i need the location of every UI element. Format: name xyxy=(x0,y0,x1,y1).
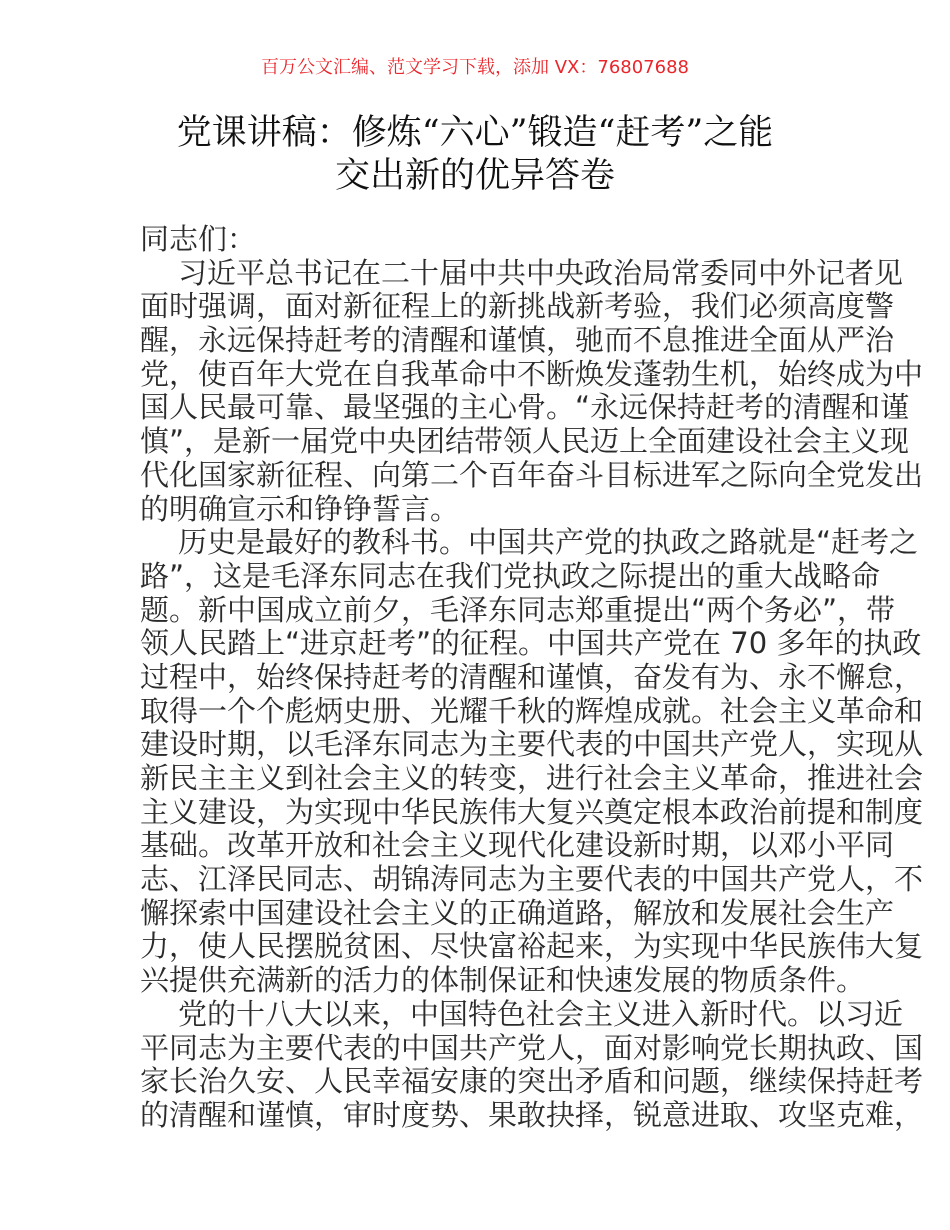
paragraph-line: 志、江泽民同志、胡锦涛同志为主要代表的中国共产党人，不 xyxy=(140,862,924,897)
paragraph-line: 取得一个个彪炳史册、光耀千秋的辉煌成就。社会主义革命和 xyxy=(140,693,924,728)
paragraph xyxy=(140,255,924,527)
paragraph-line: 历史是最好的教科书。中国共产党的执政之路就是“赶考之 xyxy=(178,525,919,560)
paragraph-line: 题。新中国成立前夕，毛泽东同志郑重提出“两个务必”，带 xyxy=(140,592,896,627)
paragraph-line: 慎”，是新一届党中央团结带领人民迈上全面建设社会主义现 xyxy=(140,424,910,459)
paragraph-line: 力，使人民摆脱贫困、尽快富裕起来，为实现中华民族伟大复 xyxy=(140,929,924,964)
paragraph-line: 党，使百年大党在自我革命中不断焕发蓬勃生机，始终成为中 xyxy=(140,356,924,391)
paragraph-line: 习近平总书记在二十届中共中央政治局常委同中外记者见 xyxy=(178,255,904,290)
paragraph xyxy=(140,525,924,998)
paragraph-line: 建设时期，以毛泽东同志为主要代表的中国共产党人，实现从 xyxy=(140,727,924,762)
document-body xyxy=(140,222,924,1133)
paragraph-line: 醒，永远保持赶考的清醒和谨慎，驰而不息推进全面从严治 xyxy=(140,323,895,358)
paragraph-line: 国人民最可靠、最坚强的主心骨。“永远保持赶考的清醒和谨 xyxy=(140,390,910,425)
paragraph-line: 基础。改革开放和社会主义现代化建设新时期，以邓小平同 xyxy=(140,828,895,863)
paragraph-line: 面时强调，面对新征程上的新挑战新考验，我们必须高度警 xyxy=(140,289,895,324)
paragraph-line: 的清醒和谨慎，审时度势、果敢抉择，锐意进取、攻坚克难， xyxy=(140,1097,924,1132)
watermark-header: 百万公文汇编、范文学习下载，添加 VX：76807688 xyxy=(261,57,689,78)
document-title xyxy=(0,112,950,198)
title-line-2: 交出新的优异答卷 xyxy=(334,156,615,196)
paragraph-line: 的明确宣示和铮铮誓言。 xyxy=(140,491,460,526)
paragraph-line: 代化国家新征程、向第二个百年奋斗目标进军之际向全党发出 xyxy=(140,457,924,492)
paragraph-line: 兴提供充满新的活力的体制保证和快速发展的物质条件。 xyxy=(140,963,866,998)
paragraph-line: 懈探索中国建设社会主义的正确道路，解放和发展社会生产 xyxy=(140,895,895,930)
title-line-1: 党课讲稿：修炼“六心”锻造“赶考”之能 xyxy=(176,113,774,153)
greeting: 同志们： xyxy=(140,222,257,256)
paragraph-line: 过程中，始终保持赶考的清醒和谨慎，奋发有为、永不懈怠， xyxy=(140,659,924,694)
paragraph-line: 领人民踏上“进京赶考”的征程。中国共产党在 70 多年的执政 xyxy=(140,626,922,661)
paragraph-line: 路”，这是毛泽东同志在我们党执政之际提出的重大战略命 xyxy=(140,558,881,593)
paragraph-line: 党的十八大以来，中国特色社会主义进入新时代。以习近 xyxy=(178,996,904,1031)
paragraph-line: 平同志为主要代表的中国共产党人，面对影响党长期执政、国 xyxy=(140,1030,924,1065)
paragraphs xyxy=(140,255,924,1133)
paragraph-line: 新民主主义到社会主义的转变，进行社会主义革命，推进社会 xyxy=(140,761,924,795)
paragraph xyxy=(140,996,924,1133)
paragraph-line: 主义建设，为实现中华民族伟大复兴奠定根本政治前提和制度 xyxy=(140,794,924,829)
paragraph-line: 家长治久安、人民幸福安康的突出矛盾和问题，继续保持赶考 xyxy=(140,1064,924,1099)
